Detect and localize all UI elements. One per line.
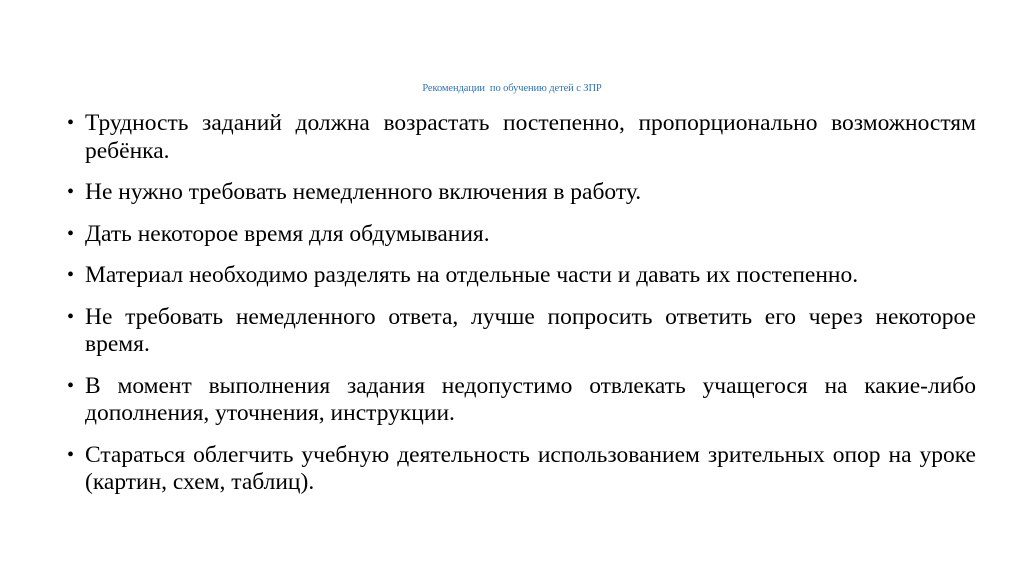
bullet-icon: • (67, 222, 75, 245)
bullet-text: В момент выполнения задания недопустимо отвлекать учащегося на какие-либо дополнения, уточнения, инструкции. (85, 372, 976, 426)
slide-title: Рекомендации по обучению детей с ЗПР (422, 83, 602, 94)
bullet-item-no-immediate-start (66, 179, 976, 207)
bullet-text: Не требовать немедленного ответа, лучше попросить ответить его через некоторое время. (85, 303, 976, 357)
bullet-item-no-distraction (66, 373, 976, 428)
bullet-icon: • (67, 305, 75, 328)
bullet-item-delayed-answer (66, 304, 976, 359)
bullet-item-difficulty (66, 110, 976, 165)
bullet-icon: • (67, 443, 75, 466)
bullet-item-split-material (66, 262, 976, 290)
bullet-icon: • (67, 112, 75, 134)
bullet-text: Стараться облегчить учебную деятельность использованием зрительных опор на уроке (картин, схем, таблиц). (85, 441, 976, 495)
bullet-item-visual-supports (66, 442, 976, 497)
bullet-icon: • (67, 264, 75, 286)
bullet-item-thinking-time (66, 221, 976, 249)
bullet-icon: • (67, 181, 75, 203)
bullet-list (66, 110, 976, 511)
bullet-text: Не нужно требовать немедленного включения в работу. (85, 179, 642, 205)
bullet-icon: • (67, 374, 75, 397)
bullet-text: Материал необходимо разделять на отдельные части и давать их постепенно. (85, 262, 859, 288)
bullet-text: Дать некоторое время для обдумывания. (85, 220, 490, 247)
bullet-text: Трудность заданий должна возрастать постепенно, пропорционально возможностям ребёнка. (85, 110, 976, 164)
